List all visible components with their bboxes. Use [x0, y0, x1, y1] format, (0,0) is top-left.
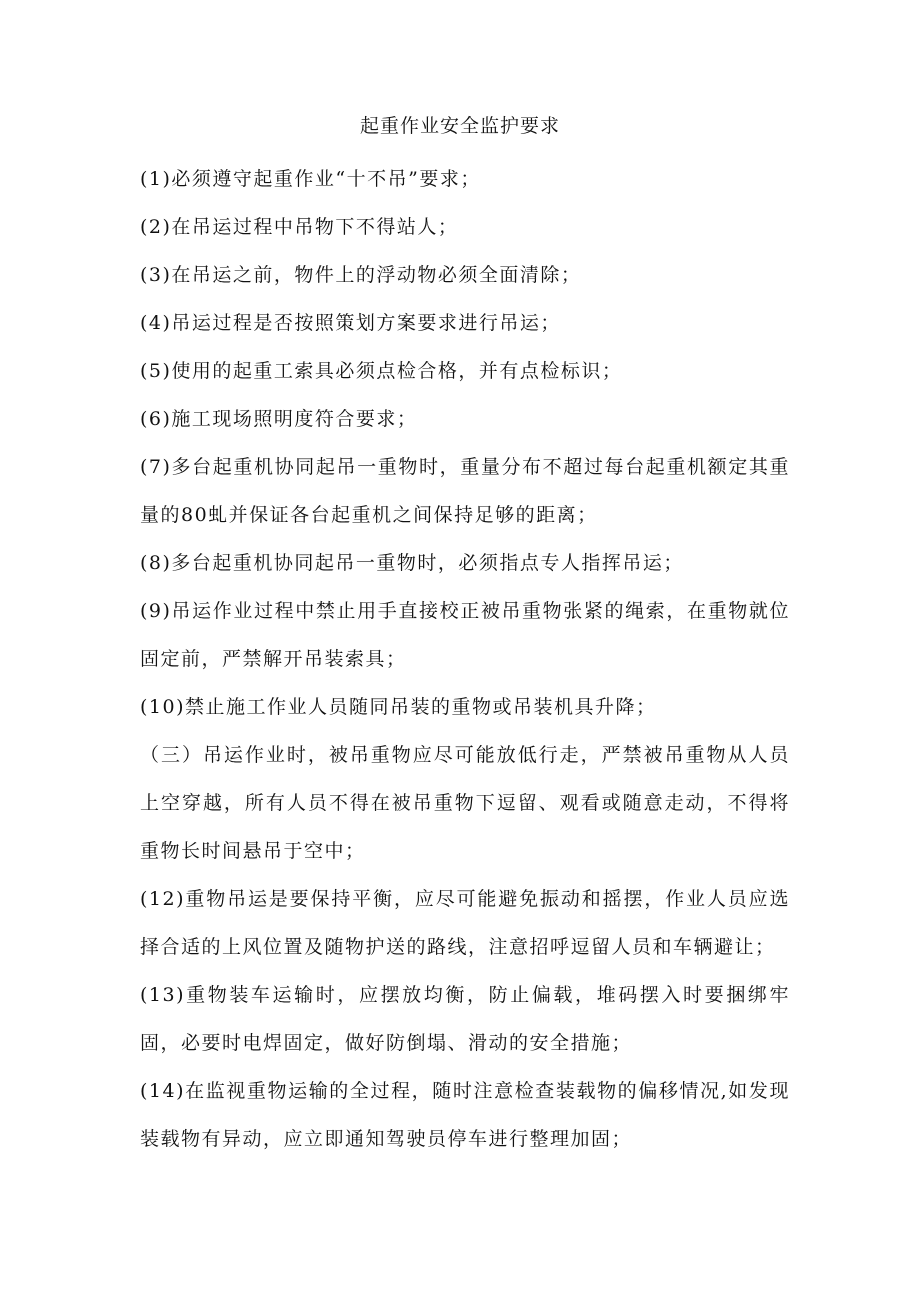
- requirement-item-3: (3)在吊运之前，物件上的浮动物必须全面清除；: [140, 264, 582, 286]
- requirement-item-9: (9)吊运作业过程中禁止用手直接校正被吊重物张紧的绳索，在重物就位固定前，严禁解开吊装索具；: [140, 600, 790, 670]
- requirement-item-14: (14)在监视重物运输的全过程，随时注意检查装载物的偏移情况,如发现装载物有异动，应立即通知驾驶员停车进行整理加固；: [140, 1080, 790, 1150]
- requirement-item-6: (6)施工现场照明度符合要求；: [140, 408, 418, 430]
- requirement-item-5: (5)使用的起重工索具必须点检合格，并有点检标识；: [140, 360, 623, 382]
- requirement-item-8: (8)多台起重机协同起吊一重物时，必须指点专人指挥吊运；: [140, 552, 684, 574]
- document-title: 起重作业安全监护要求: [359, 115, 560, 137]
- requirement-item-10: (10)禁止施工作业人员随同吊装的重物或吊装机具升降；: [140, 696, 657, 718]
- requirement-item-4: (4)吊运过程是否按照策划方案要求进行吊运；: [140, 312, 561, 334]
- requirement-item-11: （三）吊运作业时，被吊重物应尽可能放低行走，严禁被吊重物从人员上空穿越，所有人员不得在被吊重物下逗留、观看或随意走动，不得将重物长时间悬吊于空中；: [140, 744, 790, 862]
- requirement-item-12: (12)重物吊运是要保持平衡，应尽可能避免振动和摇摆，作业人员应选择合适的上风位置及随物护送的路线，注意招呼逗留人员和车辆避让；: [140, 888, 790, 958]
- requirement-item-2: (2)在吊运过程中吊物下不得站人；: [140, 216, 459, 238]
- requirement-item-13: (13)重物装车运输时，应摆放均衡，防止偏载，堆码摆入时要捆绑牢固，必要时电焊固定，做好防倒塌、滑动的安全措施；: [140, 984, 790, 1054]
- requirement-item-1: (1)必须遵守起重作业“十不吊”要求；: [140, 168, 481, 190]
- requirement-item-7: (7)多台起重机协同起吊一重物时，重量分布不超过每台起重机额定其重量的80虬并保证各台起重机之间保持足够的距离；: [140, 456, 790, 526]
- requirements-list: [140, 155, 790, 1163]
